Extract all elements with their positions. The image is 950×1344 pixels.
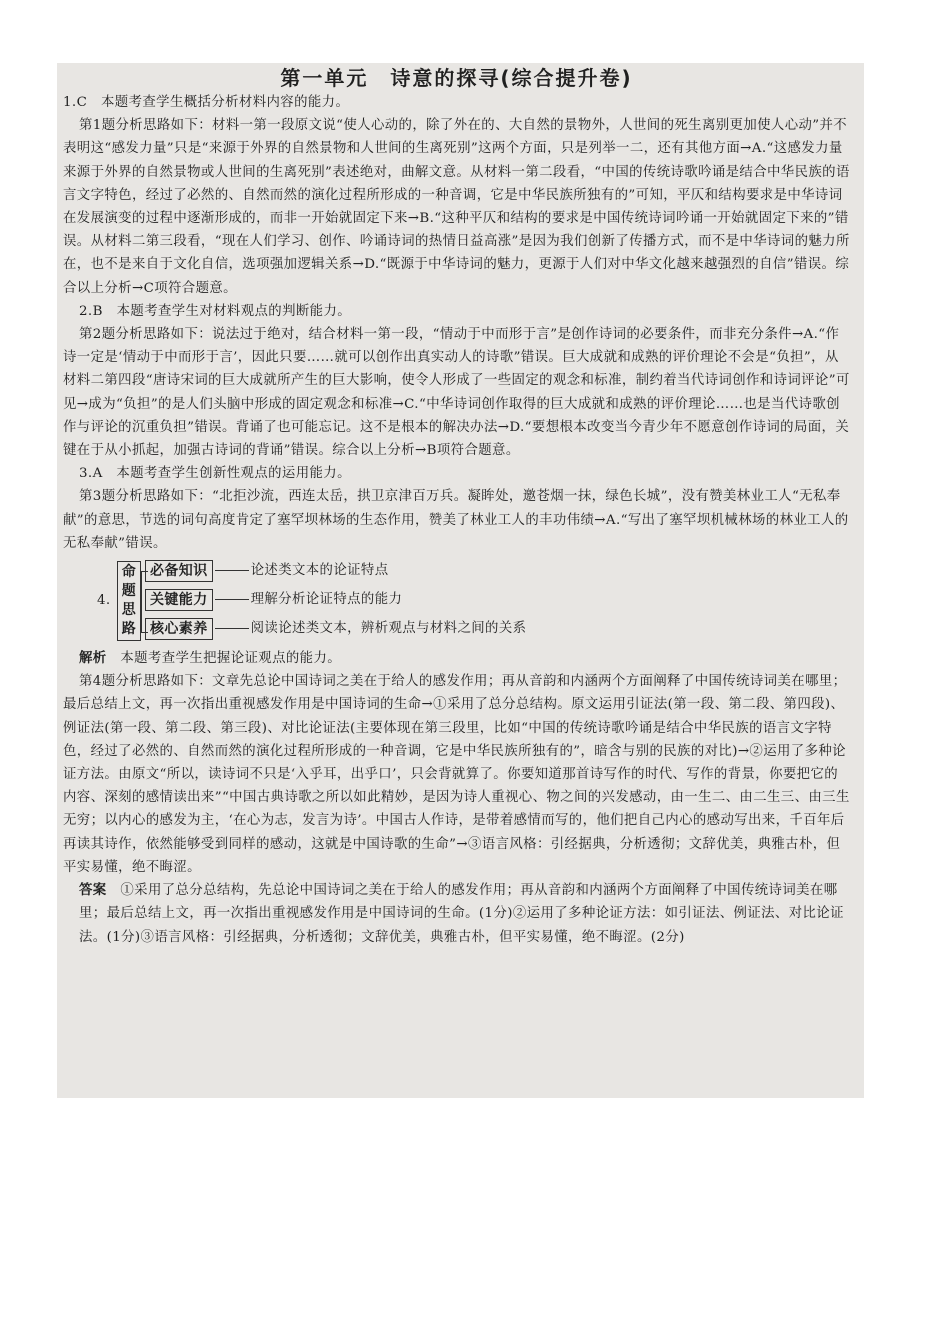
q1-heading: 1.C 本题考查学生概括分析材料内容的能力。: [63, 95, 350, 110]
proposition-idea-diagram: [87, 559, 850, 643]
row-text: 理解分析论证特点的能力: [250, 592, 403, 608]
q3-analysis: 第3题分析思路如下：“北拒沙流，西连太岳，拱卫京津百万兵。凝眸处，邀苍烟一抹，绿色长城”，没有赞美林业工人“无私奉献”的意思，节选的词句高度肯定了塞罕坝林场的生态作用，赞美了林业工人的丰功伟绩→A.“写出了塞罕坝机械林场的林业工人的无私奉献”错误。: [63, 489, 849, 551]
answer-body: ①采用了总分总结构，先总论中国诗词之美在于给人的感发作用；再从音韵和内涵两个方面阐释了中国传统诗词美在哪里；最后总结上文，再一次指出重视感发作用是中国诗词的生命。(1分)②运用了多种论证方法：如引证法、例证法、对比论证法。(1分)③语言风格：引经据典，分析透彻；文辞优美，典雅古朴，但平实易懂，绝不晦涩。(2分): [79, 883, 844, 945]
q3-heading: 3.A 本题考查学生创新性观点的运用能力。: [79, 466, 351, 482]
diagram-row-2: [145, 588, 402, 611]
q4-answer: [63, 879, 850, 949]
q4-number: 4.: [97, 593, 111, 609]
row-connector: [215, 599, 249, 600]
q1-analysis: 第1题分析思路如下：材料一第一段原文说“使人心动的，除了外在的、大自然的景物外，人世间的死生离别更加使人心动”并不表明这“感发力量”只是“来源于外界的自然景物和人世间的生离死别”这两个方面，只是列举一二，还有其他方面→A.“这感发力量来源于外界的自然景物或人世间的生离死别”表述绝对，曲解文意。从材料一第二段看，“中国的传统诗歌吟诵是结合中华民族的语言文字特色，经过了必然的、自然而然的演化过程所形成的一种音调，它是中华民族所独有的”可知，平仄和结构要求是中华诗词在发展演变的过程中逐渐形成的，而非一开始就固定下来→B.“这种平仄和结构的要求是中国传统诗词吟诵一开始就固定下来的”错误。从材料二第三段看，“现在人们学习、创作、吟诵诗词的热情日益高涨”是因为我们创新了传播方式，而不是中华诗词的魅力所在，也不是来自于文化自信，选项强加逻辑关系→D.“既源于中华诗词的魅力，更源于人们对中华文化越来越强烈的自信”错误。综合以上分析→C项符合题意。: [63, 118, 850, 296]
q2-heading: 2.B 本题考查学生对材料观点的判断能力。: [79, 303, 352, 319]
row-tag: 关键能力: [145, 589, 213, 611]
analysis-label: 解析: [79, 651, 107, 667]
analysis-head: 本题考查学生把握论证观点的能力。: [120, 651, 342, 667]
answer-label: 答案: [79, 883, 107, 899]
row-connector: [215, 570, 249, 571]
q2-analysis: 第2题分析思路如下：说法过于绝对，结合材料一第一段，“情动于中而形于言”是创作诗词的必要条件，而非充分条件→A.“作诗一定是‘情动于中而形于言’，因此只要……就可以创作出真实动人的诗歌”错误。巨大成就和成熟的评价理论不会是“负担”，从材料二第四段“唐诗宋词的巨大成就所产生的巨大影响，使令人形成了一些固定的观念和标准，制约着当代诗词创作和诗词评论”可见→成为“负担”的是人们头脑中形成的固定观念和标准→C.“中华诗词创作取得的巨大成就和成熟的评价理论……也是当代诗歌创作与评论的沉重负担”错误。背诵了也可能忘记。这不是根本的解决办法→D.“要想根本改变当今青少年不愿意创作诗词的局面，关键在于从小抓起，加强古诗词的背诵”错误。综合以上分析→B项符合题意。: [63, 327, 850, 459]
q4-analysis-heading: [63, 647, 850, 670]
page-title: 第一单元 诗意的探寻(综合提升卷): [280, 66, 633, 90]
row-text: 论述类文本的论证特点: [250, 563, 389, 579]
diagram-row-1: [145, 559, 389, 582]
scanned-answer-page: [57, 63, 864, 1098]
q4-analysis: 第4题分析思路如下：文章先总论中国诗词之美在于给人的感发作用；再从音韵和内涵两个方面阐释了中国传统诗词美在哪里；最后总结上文，再一次指出重视感发作用是中国诗词的生命→①采用了总分总结构。原文运用引证法(第一段、第二段、第四段)、例证法(第一段、第二段、第三段)、对比论证法(主要体现在第三段里，比如“中国的传统诗歌吟诵是结合中华民族的语言文字特色，经过了必然的、自然而然的演化过程所形成的一种音调，它是中华民族所独有的”，暗含与别的民族的对比)→②运用了多种论证方法。由原文“所以，读诗词不只是‘入乎耳，出乎口’，只会背就算了。你要知道那首诗写作的时代、写作的背景，你要把它的内容、深刻的感情读出来”“中国古典诗歌之所以如此精妙，是因为诗人重视心、物之间的兴发感动，由一生二、由二生三、由三生无穷；以内心的感发为主，‘在心为志，发言为诗’。中国古人作诗，是带着感情而写的，他们把自己内心的感动写出来，千百年后再读其诗作，依然能够受到同样的感动，这就是中国诗歌的生命”→③语言风格：引经据典，分析透彻；文辞优美，典雅古朴，但平实易懂，绝不晦涩。: [63, 674, 850, 875]
row-connector: [215, 628, 249, 629]
row-tag: 核心素养: [145, 618, 213, 640]
row-tag: 必备知识: [145, 560, 213, 582]
proposition-idea-box: 命题思路: [117, 561, 141, 641]
row-text: 阅读论述类文本，辨析观点与材料之间的关系: [250, 621, 527, 637]
diagram-row-3: [145, 617, 526, 640]
